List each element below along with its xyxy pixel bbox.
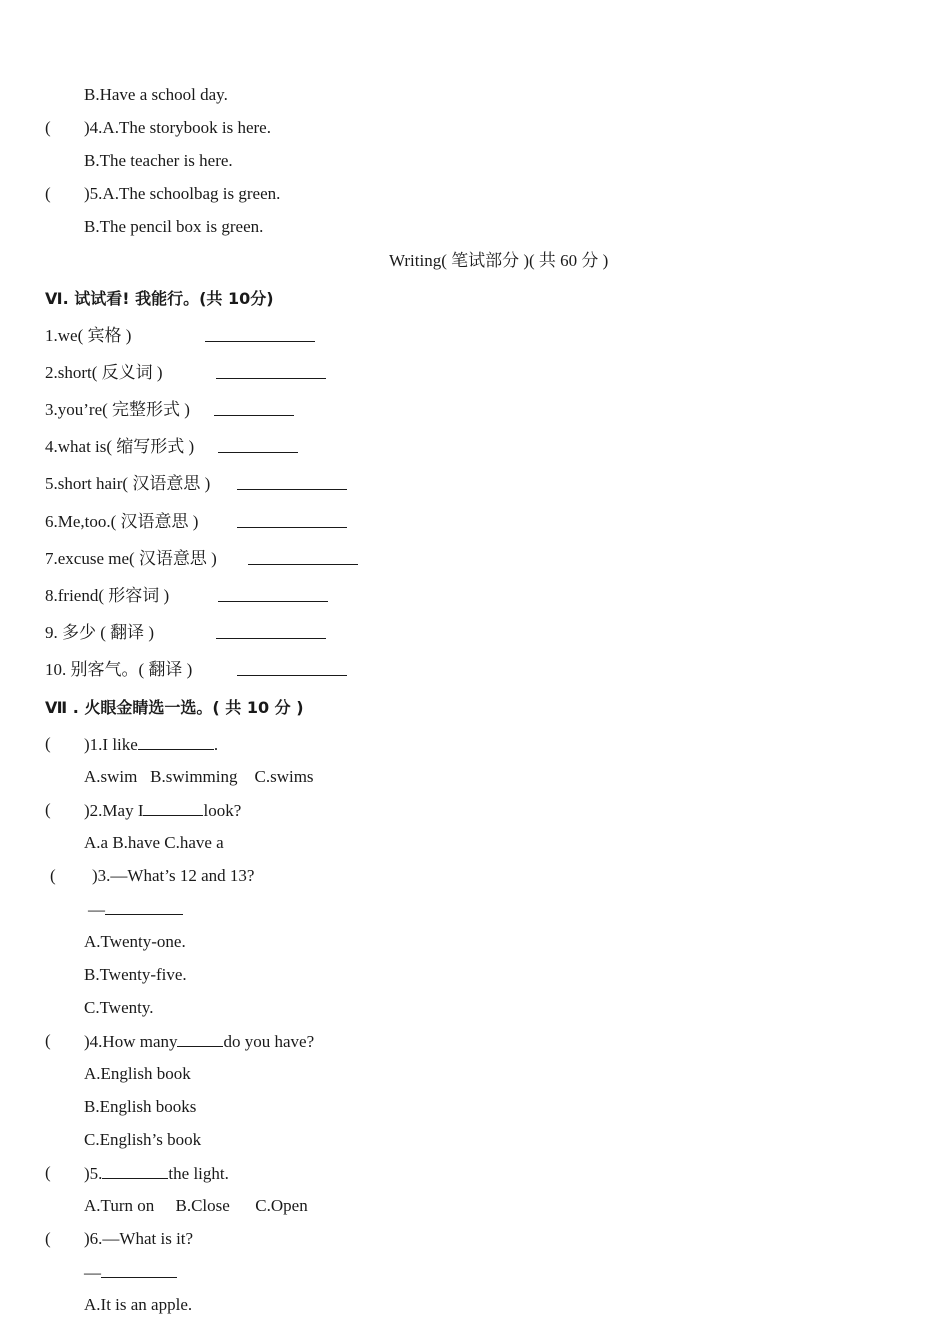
answer-paren: ( xyxy=(45,1163,51,1182)
mc-option-b-4: B.English books xyxy=(84,1097,197,1116)
section-6-title: Ⅵ. 试试看! 我能行。(共 10分) xyxy=(45,289,274,308)
answer-blank-9[interactable] xyxy=(216,622,326,639)
mc-question-6: )6.—What is it? xyxy=(84,1229,194,1248)
answer-paren: ( xyxy=(45,1229,51,1248)
section-7-title: Ⅶ . 火眼金睛选一选。( 共 10 分 ) xyxy=(45,698,304,717)
mc-question-5: )5. the light. xyxy=(84,1164,229,1183)
option-b-q4: B.The teacher is here. xyxy=(84,151,233,170)
mc-question-4: )4.How many do you have? xyxy=(84,1032,315,1051)
fill-item-2: 2.short( 反义词 ) xyxy=(45,363,163,382)
option-b-q5: B.The pencil box is green. xyxy=(84,217,264,236)
mc-option-c-4: C.English’s book xyxy=(84,1130,202,1149)
answer-blank-5[interactable] xyxy=(237,473,347,490)
mc-options-1: A.swim B.swimming C.swims xyxy=(84,767,314,786)
answer-paren: ( xyxy=(45,800,51,819)
fill-item-9: 9. 多少 ( 翻译 ) xyxy=(45,623,155,642)
answer-blank-3[interactable] xyxy=(214,399,294,416)
answer-blank-2[interactable] xyxy=(216,362,326,379)
answer-blank-1[interactable] xyxy=(205,325,315,342)
answer-blank[interactable] xyxy=(138,733,214,750)
answer-blank-6[interactable] xyxy=(237,511,347,528)
mc-answer-line-3: — xyxy=(88,898,183,921)
mc-option-a-3: A.Twenty-one. xyxy=(84,932,186,951)
fill-item-3: 3.you’re( 完整形式 ) xyxy=(45,400,190,419)
fill-item-7: 7.excuse me( 汉语意思 ) xyxy=(45,549,217,568)
mc-option-b-3: B.Twenty-five. xyxy=(84,965,187,984)
fill-item-4: 4.what is( 缩写形式 ) xyxy=(45,437,195,456)
answer-blank-10[interactable] xyxy=(237,659,347,676)
option-b-q3: B.Have a school day. xyxy=(84,85,228,104)
answer-blank[interactable] xyxy=(143,799,203,816)
answer-paren: ( xyxy=(50,866,56,885)
question-4-stem: )4.A.The storybook is here. xyxy=(84,118,271,137)
fill-item-5: 5.short hair( 汉语意思 ) xyxy=(45,474,211,493)
answer-blank[interactable] xyxy=(102,1162,168,1179)
answer-blank-7[interactable] xyxy=(248,548,358,565)
writing-section-header: Writing( 笔试部分 )( 共 60 分 ) xyxy=(389,251,609,270)
answer-paren: ( xyxy=(45,1031,51,1050)
mc-option-a-6: A.It is an apple. xyxy=(84,1295,193,1314)
fill-item-6: 6.Me,too.( 汉语意思 ) xyxy=(45,512,199,531)
fill-item-10: 10. 别客气。( 翻译 ) xyxy=(45,660,193,679)
mc-option-a-4: A.English book xyxy=(84,1064,191,1083)
mc-option-c-3: C.Twenty. xyxy=(84,998,154,1017)
mc-options-5: A.Turn on B.Close C.Open xyxy=(84,1196,308,1215)
answer-blank-8[interactable] xyxy=(218,585,328,602)
mc-question-2: )2.May I look? xyxy=(84,801,242,820)
answer-paren: ( xyxy=(45,734,51,753)
mc-question-1: )1.I like . xyxy=(84,735,219,754)
mc-answer-line-6: — xyxy=(84,1261,177,1284)
answer-blank[interactable] xyxy=(177,1030,223,1047)
mc-options-2: A.a B.have C.have a xyxy=(84,833,224,852)
answer-blank[interactable] xyxy=(101,1261,177,1278)
answer-blank[interactable] xyxy=(105,898,183,915)
fill-item-1: 1.we( 宾格 ) xyxy=(45,326,132,345)
answer-paren: ( xyxy=(45,184,51,203)
question-5-stem: )5.A.The schoolbag is green. xyxy=(84,184,281,203)
fill-item-8: 8.friend( 形容词 ) xyxy=(45,586,170,605)
answer-blank-4[interactable] xyxy=(218,436,298,453)
answer-paren: ( xyxy=(45,118,51,137)
mc-question-3: )3.—What’s 12 and 13? xyxy=(92,866,255,885)
